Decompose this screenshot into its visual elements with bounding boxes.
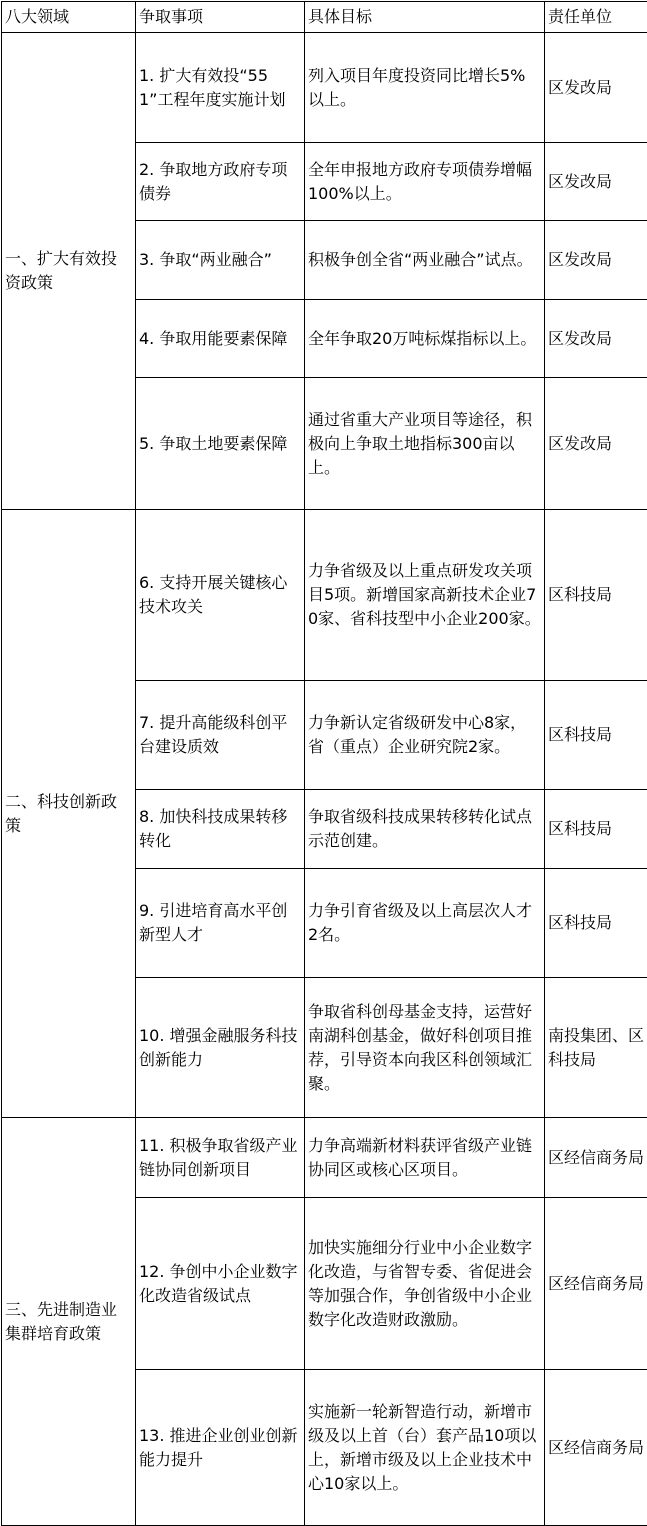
domain-cell: 二、科技创新政策: [2, 510, 136, 1118]
table-row: [2, 1118, 647, 1198]
unit-cell: 区发改局: [545, 33, 647, 143]
target-cell: 力争新认定省级研发中心8家，省（重点）企业研究院2家。: [305, 681, 545, 790]
target-cell: 通过省重大产业项目等途径，积极向上争取土地指标300亩以上。: [305, 378, 545, 510]
unit-cell: 区科技局: [545, 510, 647, 681]
item-cell: 2. 争取地方政府专项债券: [136, 143, 305, 221]
unit-cell: 区发改局: [545, 378, 647, 510]
domain-cell: 三、先进制造业集群培育政策: [2, 1118, 136, 1526]
target-cell: 争取省科创母基金支持，运营好南湖科创基金，做好科创项目推荐，引导资本向我区科创领域汇聚。: [305, 978, 545, 1118]
unit-cell: 区科技局: [545, 790, 647, 869]
unit-cell: 区经信商务局: [545, 1198, 647, 1370]
item-cell: 4. 争取用能要素保障: [136, 300, 305, 378]
unit-cell: 区经信商务局: [545, 1118, 647, 1198]
unit-cell: 区科技局: [545, 869, 647, 978]
item-cell: 10. 增强金融服务科技创新能力: [136, 978, 305, 1118]
unit-cell: 区发改局: [545, 300, 647, 378]
item-cell: 8. 加快科技成果转移转化: [136, 790, 305, 869]
target-cell: 力争引育省级及以上高层次人才2名。: [305, 869, 545, 978]
header-item: 争取事项: [136, 2, 305, 33]
header-domain: 八大领域: [2, 2, 136, 33]
target-cell: 力争省级及以上重点研发攻关项目5项。新增国家高新技术企业70家、省科技型中小企业200家。: [305, 510, 545, 681]
item-cell: 11. 积极争取省级产业链协同创新项目: [136, 1118, 305, 1198]
item-cell: 6. 支持开展关键核心技术攻关: [136, 510, 305, 681]
target-cell: 实施新一轮新智造行动，新增市级及以上首（台）套产品10项以上，新增市级及以上企业技术中心10家以上。: [305, 1370, 545, 1526]
item-cell: 13. 推进企业创业创新能力提升: [136, 1370, 305, 1526]
unit-cell: 区科技局: [545, 681, 647, 790]
target-cell: 全年争取20万吨标煤指标以上。: [305, 300, 545, 378]
item-cell: 7. 提升高能级科创平台建设质效: [136, 681, 305, 790]
target-cell: 争取省级科技成果转移转化试点示范创建。: [305, 790, 545, 869]
unit-cell: 区发改局: [545, 221, 647, 300]
header-target: 具体目标: [305, 2, 545, 33]
table-row: [2, 510, 647, 681]
item-cell: 9. 引进培育高水平创新型人才: [136, 869, 305, 978]
header-unit: 责任单位: [545, 2, 647, 33]
target-cell: 积极争创全省“两业融合”试点。: [305, 221, 545, 300]
header-row: [2, 2, 647, 33]
item-cell: 1. 扩大有效投“551”工程年度实施计划: [136, 33, 305, 143]
unit-cell: 区经信商务局: [545, 1370, 647, 1526]
target-cell: 列入项目年度投资同比增长5%以上。: [305, 33, 545, 143]
target-cell: 加快实施细分行业中小企业数字化改造，与省智专委、省促进会等加强合作，争创省级中小企业数字化改造财政激励。: [305, 1198, 545, 1370]
domain-cell: 一、扩大有效投资政策: [2, 33, 136, 510]
policy-table: [1, 1, 647, 1526]
table-row: [2, 33, 647, 143]
unit-cell: 区发改局: [545, 143, 647, 221]
item-cell: 12. 争创中小企业数字化改造省级试点: [136, 1198, 305, 1370]
item-cell: 5. 争取土地要素保障: [136, 378, 305, 510]
target-cell: 全年申报地方政府专项债券增幅100%以上。: [305, 143, 545, 221]
target-cell: 力争高端新材料获评省级产业链协同区或核心区项目。: [305, 1118, 545, 1198]
unit-cell: 南投集团、区科技局: [545, 978, 647, 1118]
item-cell: 3. 争取“两业融合”: [136, 221, 305, 300]
